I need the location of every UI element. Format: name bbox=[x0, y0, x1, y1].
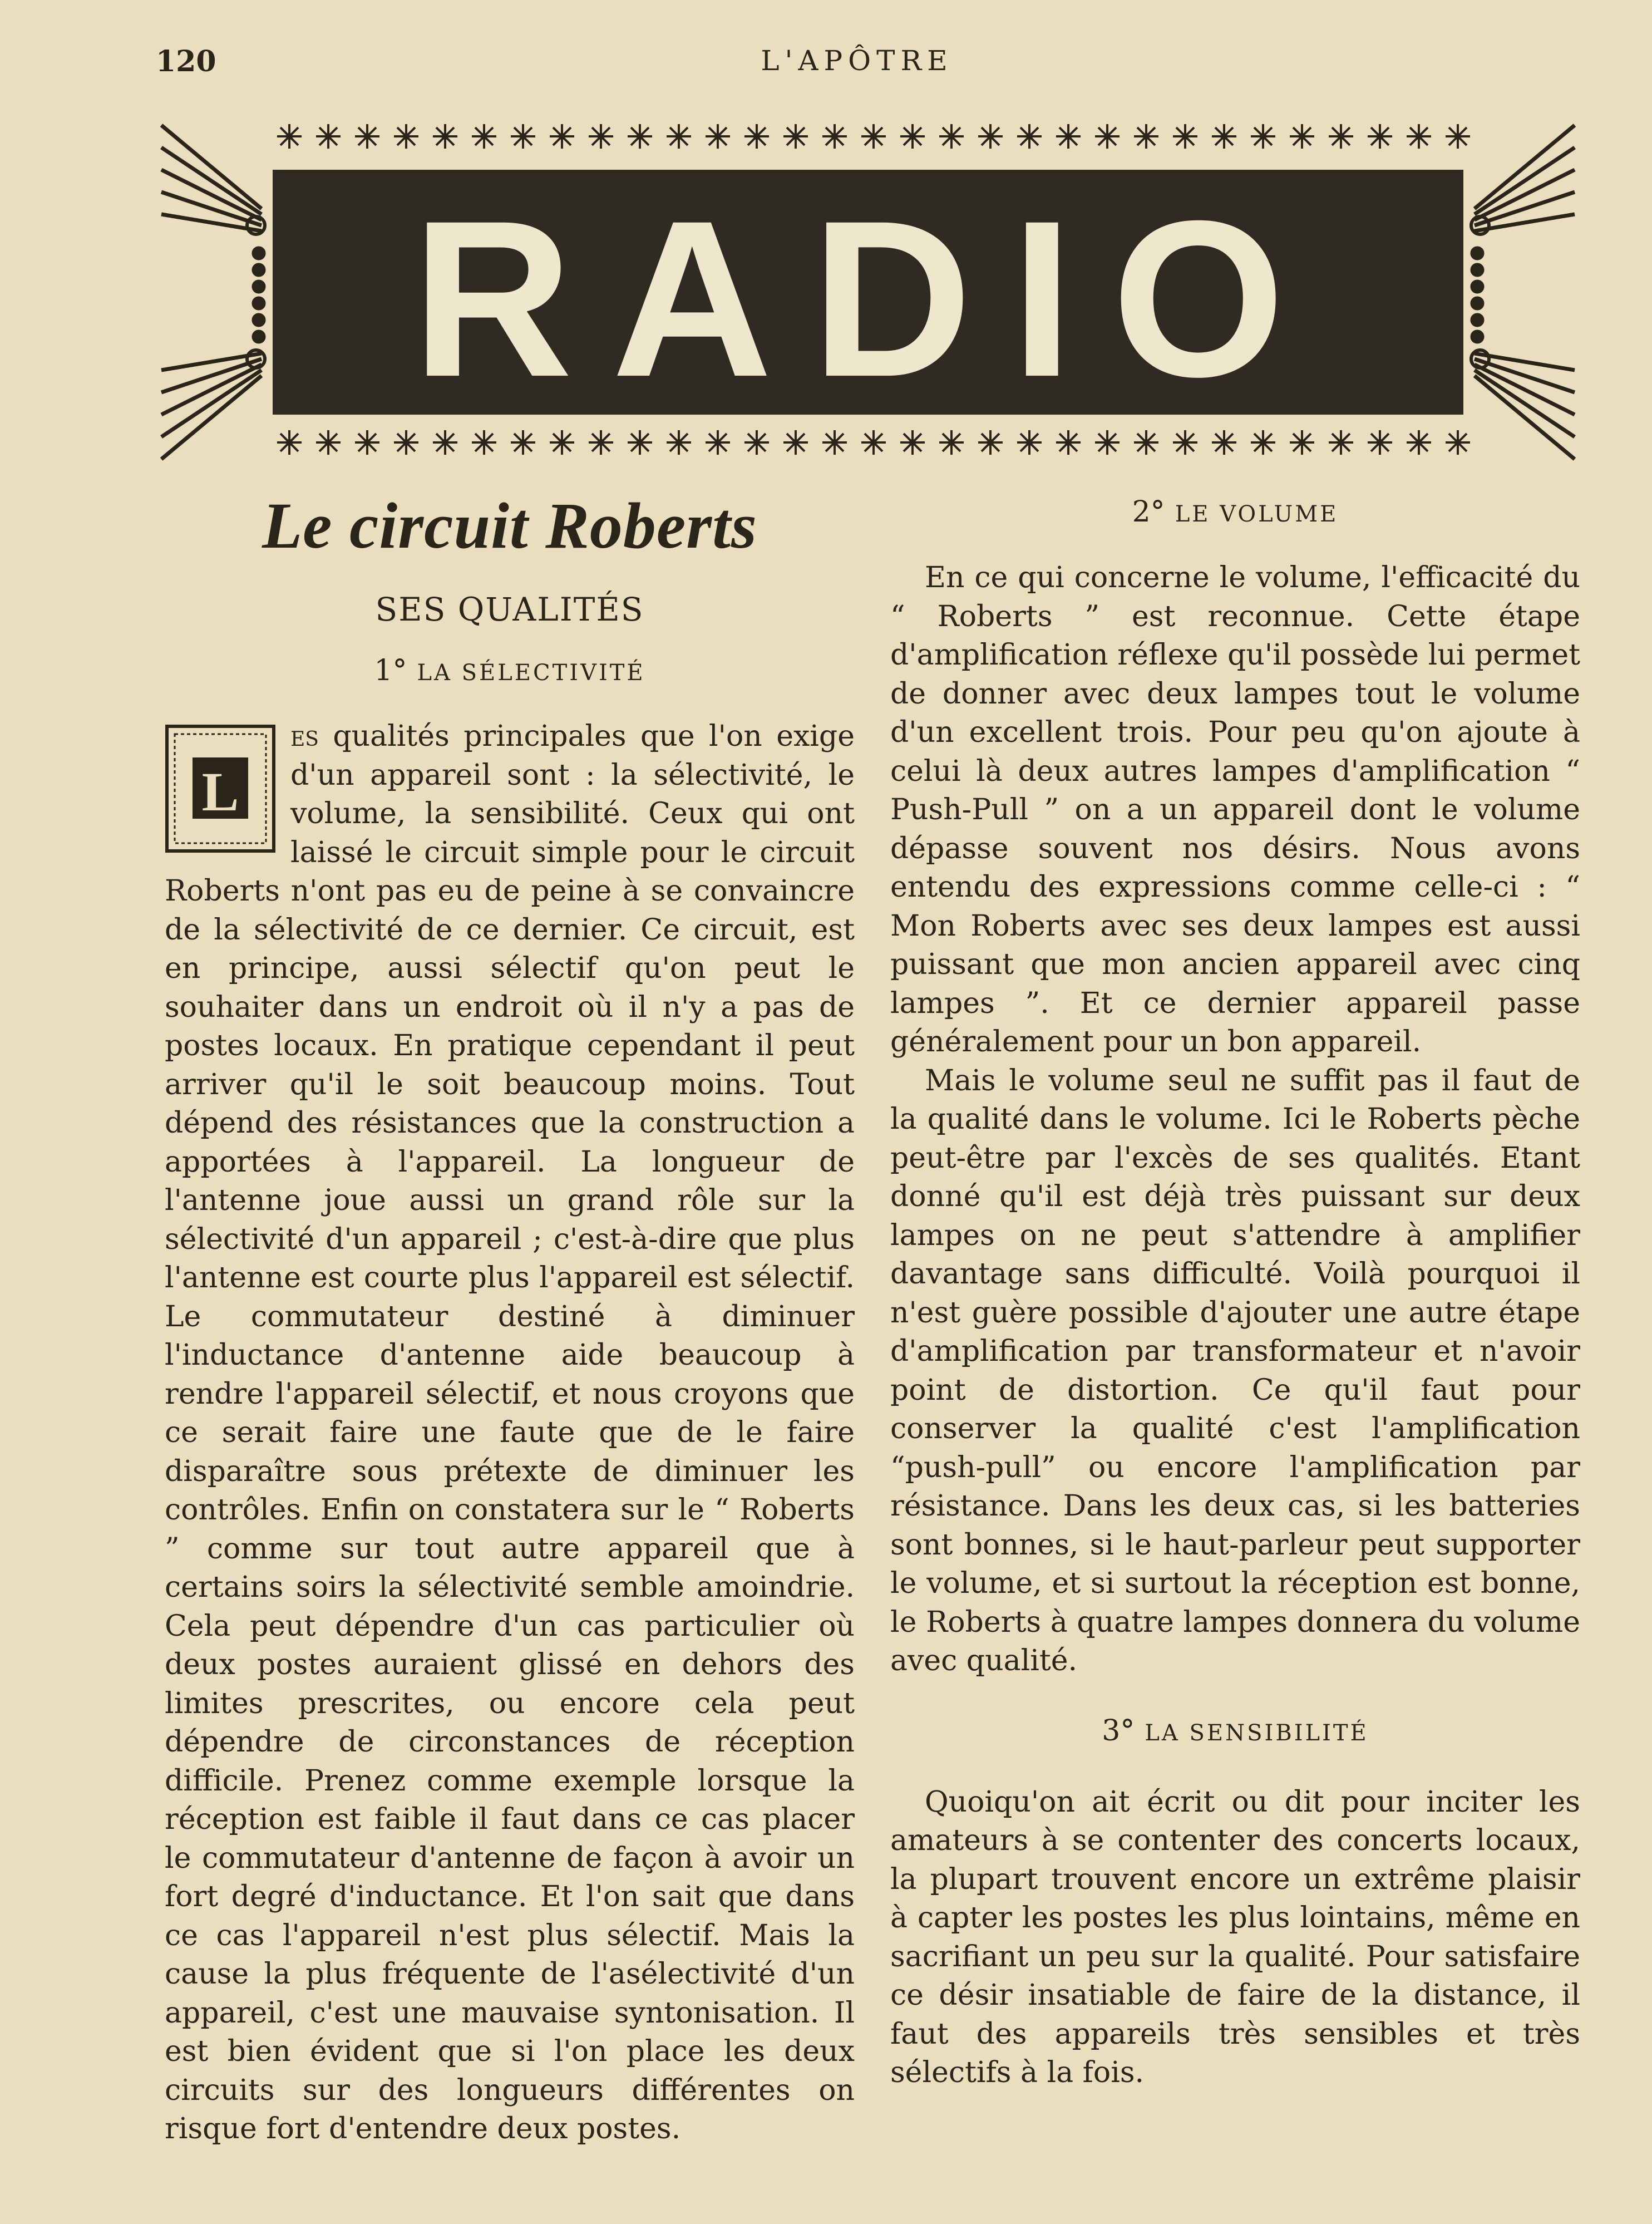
section-title: LA SÉLECTIVITÉ bbox=[417, 660, 645, 686]
left-column bbox=[165, 490, 855, 2149]
right-column bbox=[890, 495, 1580, 2093]
page-header bbox=[156, 39, 1558, 83]
dropcap-letter: L bbox=[201, 761, 239, 823]
section-title: LA SENSIBILITÉ bbox=[1145, 1720, 1369, 1746]
right-fan-ornament bbox=[1471, 125, 1575, 459]
running-title: L'APÔTRE bbox=[761, 45, 953, 77]
section-number: 2° bbox=[1132, 495, 1165, 529]
paragraph bbox=[165, 717, 855, 2149]
left-fan-ornament bbox=[161, 125, 265, 459]
paragraph: Mais le volume seul ne suffit pas il faut de la qualité dans le volume. Ici le Roberts pèche peut-être par l'excès de ses qualités. Etant donné qu'il est déjà très puissant sur deux lampes on ne peut s'attendre à amplifier davantage sans difficulté. Voilà pourquoi il n'est guère possible d'ajouter une autre étape d'amplification par transformateur et n'avoir point de distortion. Ce qu'il faut pour conserver la qualité c'est l'amplification “push-pull” ou encore l'amplification par résistance. Dans les deux cas, si les batteries sont bonnes, si le haut-parleur peut supporter le volume, et si surtout la réception est bonne, le Roberts à quatre lampes donnera du volume avec qualité. bbox=[890, 1064, 1580, 1677]
section-heading-volume bbox=[890, 495, 1580, 531]
radio-banner bbox=[156, 114, 1580, 470]
ornamental-dropcap bbox=[165, 724, 276, 853]
paragraph: En ce qui concerne le volume, l'efficacité du “ Roberts ” est reconnue. Cette étape d'amplification réflexe qu'il possède lui permet de donner avec deux lampes tout le volume d'un excellent trois. Pour peu qu'on ajoute à celui là deux autres lampes d'amplification “ Push-Pull ” on a un appareil dont le volume dépasse souvent nos désirs. Nous avons entendu des expressions comme celle-ci : “ Mon Roberts avec ses deux lampes est aussi puissant que mon ancien appareil avec cinq lampes ”. Et ce dernier appareil passe généralement pour un bon appareil. bbox=[890, 561, 1580, 1059]
paragraph-text: qualités principales que l'on exige d'un appareil sont : la sélectivité, le volume, la sensibilité. Ceux qui ont laissé le circuit simple pour le circuit Roberts n'ont pas eu de peine à se convaincre de la sélectivité de ce dernier. Ce circuit, est en principe, aussi sélectif qu'on peut le souhaiter dans un endroit où il n'y a pas de postes locaux. En pratique cependant il peut arriver qu'il le soit beaucoup moins. Tout dépend des résistances que la construction a apportées à l'appareil. La longueur de l'antenne joue aussi un grand rôle sur la sélectivité d'un appareil ; c'est-à-dire que plus l'antenne est courte plus l'appareil est sélectif. Le commutateur destiné à diminuer l'inductance d'antenne aide beaucoup à rendre l'appareil sélectif, et nous croyons que ce serait faire une faute que de le faire disparaître sous prétexte de diminuer les contrôles. Enfin on constatera sur le “ Roberts ” comme sur tout autre appareil que à certains soirs la sélectivité semble amoindrie. Cela peut dépendre d'un cas particulier où deux postes auraient glissé en dehors des limites prescrites, ou encore cela peut dépendre de circonstances de réception difficile. Prenez comme exemple lorsque la réception est faible il faut dans ce cas placer le commutateur d'antenne de façon à avoir un fort degré d'inductance. Et l'on sait que dans ce cas l'appareil n'est plus sélectif. Mais la cause la plus fréquente de l'asélectivité d'un appareil, c'est une mauvaise syntonisation. Il est bien évident que si l'on place les deux circuits sur des longueurs différentes on risque fort d'entendre deux postes. bbox=[165, 720, 855, 2146]
article-subtitle: SES QUALITÉS bbox=[375, 591, 644, 628]
section-heading-selectivity bbox=[165, 654, 855, 690]
star-row-bottom bbox=[277, 430, 1470, 455]
article-title: Le circuit Roberts bbox=[262, 489, 757, 562]
section-title: LE VOLUME bbox=[1175, 501, 1339, 527]
section-heading-sensitivity bbox=[890, 1714, 1580, 1750]
section-number: 3° bbox=[1102, 1714, 1135, 1748]
banner-ornament bbox=[156, 114, 1580, 470]
star-row-top bbox=[277, 124, 1470, 149]
lead-in: es bbox=[290, 720, 319, 753]
page-number: 120 bbox=[156, 45, 216, 78]
section-number: 1° bbox=[374, 654, 407, 687]
paragraph: Quoiqu'on ait écrit ou dit pour inciter les amateurs à se contenter des concerts locaux, la plupart trouvent encore un extrême plaisir à capter les postes les plus lointains, même en sacrifiant un peu sur la qualité. Pour satisfaire ce désir insatiable de faire de la distance, il faut des appareils très sensibles et très sélectifs à la fois. bbox=[890, 1785, 1580, 2089]
banner-title: RADIO bbox=[412, 174, 1324, 423]
